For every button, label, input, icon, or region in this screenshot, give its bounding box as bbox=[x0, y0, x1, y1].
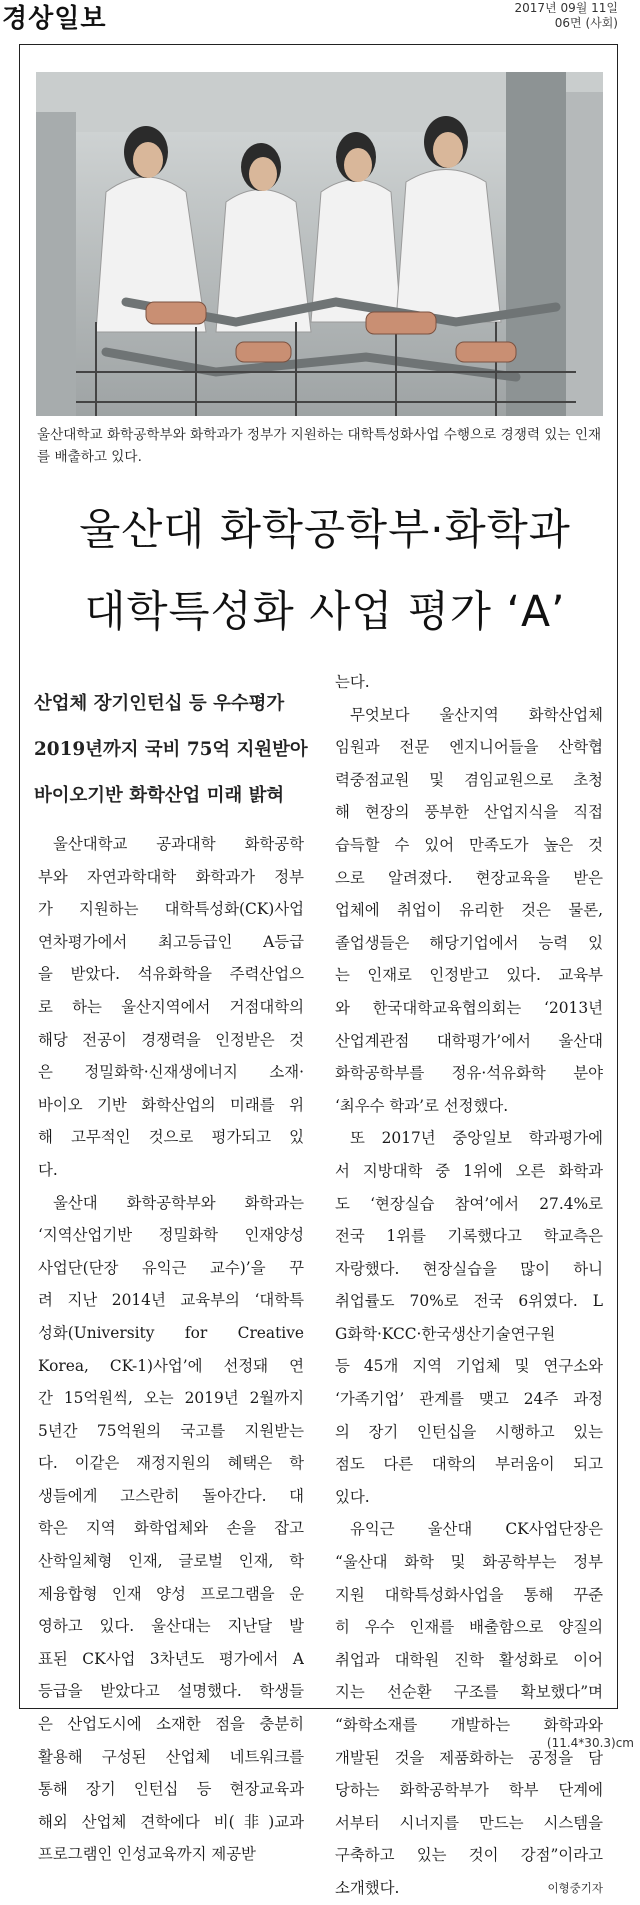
body-line: 부와 자연과학대학 화학과가 정부 bbox=[38, 867, 304, 886]
body-line: 와 한국대학교육협의회는 ‘2013년 bbox=[335, 998, 603, 1017]
article-size-note: (11.4*30.3)cm bbox=[546, 1736, 634, 1750]
reporter-byline: 이형중기자 bbox=[547, 1880, 603, 1895]
body-line: 바이오 기반 화학산업의 미래를 위 bbox=[38, 1095, 304, 1114]
body-line: 는다. bbox=[335, 673, 370, 691]
body-line: 유익근 울산대 CK사업단장은 bbox=[350, 1520, 603, 1539]
subhead-2: 2019년까지 국비 75억 지원받아 bbox=[34, 739, 308, 760]
body-line: ‘최우수 학과’로 선정했다. bbox=[335, 1096, 509, 1115]
page-section: 06면 (사회) bbox=[554, 16, 618, 30]
article-photo bbox=[36, 72, 603, 416]
body-line: 학은 지역 화학업체와 손을 잡고 bbox=[38, 1519, 304, 1538]
body-line: ‘가족기업’ 관계를 맺고 24주 과정 bbox=[335, 1390, 603, 1409]
body-line: 등급을 받았다고 설명했다. 학생들 bbox=[38, 1682, 304, 1701]
body-line: 영하고 있다. 울산대는 지난달 발 bbox=[38, 1617, 304, 1636]
body-line: 로 하는 울산지역에서 거점대학의 bbox=[38, 997, 304, 1016]
body-line: 습득할 수 있어 만족도가 높은 것 bbox=[335, 835, 603, 854]
body-line: 업체에 취업이 유리한 것은 물론, bbox=[335, 901, 603, 920]
body-line: 려 지난 2014년 교육부의 ‘대학특 bbox=[38, 1291, 304, 1310]
body-line: 통해 장기 인턴십 등 현장교육과 bbox=[38, 1780, 304, 1799]
body-line: 의 장기 인턴십을 시행하고 있는 bbox=[335, 1422, 603, 1441]
body-line: 을 받았다. 석유화학을 주력산업으 bbox=[38, 965, 304, 984]
body-column-right bbox=[335, 666, 603, 1905]
body-line: 해 현장의 풍부한 산업지식을 직접 bbox=[335, 803, 603, 822]
body-line: 는 인재로 인정받고 있다. 교육부 bbox=[335, 966, 603, 985]
dateline bbox=[515, 1, 618, 31]
body-line: Korea, CK-1)사업’에 선정돼 연 bbox=[38, 1356, 304, 1375]
body-line: 가 지원하는 대학특성화(CK)사업 bbox=[38, 900, 304, 919]
subhead-1: 산업체 장기인턴십 등 우수평가 bbox=[34, 693, 285, 714]
body-line: 은 산업도시에 소재한 점을 충분히 bbox=[38, 1715, 304, 1734]
body-line: 지는 선순환 구조를 확보했다”며 bbox=[335, 1683, 603, 1702]
issue-date: 2017년 09월 11일 bbox=[514, 1, 618, 15]
masthead: 경상일보 bbox=[2, 4, 107, 34]
body-line: 등 45개 지역 기업체 및 연구소와 bbox=[335, 1357, 603, 1376]
body-line: 울산대 화학공학부와 화학과는 bbox=[53, 1193, 304, 1212]
body-line: 다. 이같은 재정지원의 혜택은 학 bbox=[38, 1454, 304, 1473]
body-line: 제융합형 인재 양성 프로그램을 운 bbox=[38, 1584, 304, 1603]
body-line: 무엇보다 울산지역 화학산업체 bbox=[350, 705, 603, 724]
photo-caption: 울산대학교 화학공학부와 화학과가 정부가 지원하는 대학특성화사업 수행으로 경쟁력 있는 인재를 배출하고 있다. bbox=[37, 427, 602, 465]
body-line: 취업률도 70%로 전국 6위였다. L bbox=[335, 1292, 603, 1311]
body-line: 자랑했다. 현장실습을 많이 하니 bbox=[335, 1259, 603, 1278]
body-line: 해외 산업체 견학에다 비(非)교과 bbox=[38, 1812, 304, 1831]
subhead-3: 바이오기반 화학산업 미래 밝혀 bbox=[34, 785, 285, 806]
body-line: 임원과 전문 엔지니어들을 산학협 bbox=[335, 738, 603, 757]
body-line: 5년간 75억원의 국고를 지원받는 bbox=[38, 1421, 304, 1440]
body-line: 취업과 대학원 진학 활성화로 이어 bbox=[335, 1650, 603, 1669]
body-line: 점도 다른 대학의 부러움이 되고 bbox=[335, 1455, 603, 1474]
body-line: 연차평가에서 최고등급인 A등급 bbox=[38, 932, 304, 951]
body-line: 은 정밀화학·신재생에너지 소재· bbox=[38, 1063, 304, 1082]
body-column-left bbox=[38, 828, 304, 1871]
body-line: 성화(University for Creative bbox=[38, 1323, 304, 1342]
body-line: 지원 대학특성화사업을 통해 꾸준 bbox=[335, 1585, 603, 1604]
body-line: 전국 1위를 기록했다고 학교측은 bbox=[335, 1227, 603, 1246]
body-line: 활용해 구성된 산업체 네트워크를 bbox=[38, 1747, 304, 1766]
body-line: 다. bbox=[38, 1160, 58, 1179]
headline-line-1: 울산대 화학공학부·화학과 bbox=[79, 506, 571, 555]
body-line: 히 우수 인재를 배출함으로 양질의 bbox=[335, 1618, 603, 1637]
body-line: 또 2017년 중앙일보 학과평가에 bbox=[350, 1129, 603, 1148]
body-line: “화학소재를 개발하는 화학과와 bbox=[335, 1716, 603, 1734]
body-line: 프로그램인 인성교육까지 제공받 bbox=[38, 1845, 256, 1864]
body-line: 해 고무적인 것으로 평가되고 있 bbox=[38, 1128, 304, 1147]
body-line: 화학공학부를 정유·석유화학 분야 bbox=[335, 1064, 603, 1083]
body-line: 울산대학교 공과대학 화학공학 bbox=[53, 835, 304, 853]
body-line: 소개했다. 이형중기자 bbox=[335, 1872, 603, 1905]
body-line: 서부터 시너지를 만드는 시스템을 bbox=[335, 1813, 603, 1832]
body-line: 생들에게 고스란히 돌아간다. 대 bbox=[38, 1486, 304, 1505]
body-line: 표된 CK사업 3차년도 평가에서 A bbox=[38, 1649, 304, 1668]
body-line: G화학·KCC·한국생산기술연구원 bbox=[335, 1324, 556, 1343]
body-line: 개발된 것을 제품화하는 공정을 담 bbox=[335, 1748, 603, 1767]
body-line: 도 ‘현장실습 참여’에서 27.4%로 bbox=[335, 1194, 603, 1213]
body-line: 있다. bbox=[335, 1487, 370, 1506]
body-line: 해당 전공이 경쟁력을 인정받은 것 bbox=[38, 1030, 304, 1049]
headline-line-2: 대학특성화 사업 평가 ‘A’ bbox=[84, 588, 566, 637]
body-line: 산업계관점 대학평가’에서 울산대 bbox=[335, 1031, 603, 1050]
body-line: 간 15억원씩, 오는 2019년 2월까지 bbox=[38, 1389, 304, 1408]
body-line: “울산대 화학 및 화공학부는 정부 bbox=[335, 1553, 603, 1572]
body-line: 산학일체형 인재, 글로벌 인재, 학 bbox=[38, 1552, 304, 1571]
body-line: 으로 알려졌다. 현장교육을 받은 bbox=[335, 868, 603, 887]
body-line: 사업단(단장 유익근 교수)’을 꾸 bbox=[38, 1258, 304, 1277]
body-line: 당하는 화학공학부가 학부 단계에 bbox=[335, 1781, 603, 1800]
body-line: ‘지역산업기반 정밀화학 인재양성 bbox=[38, 1226, 304, 1245]
body-line: 구축하고 있는 것이 강점”이라고 bbox=[335, 1846, 603, 1865]
body-line: 서 지방대학 중 1위에 오른 화학과 bbox=[335, 1161, 603, 1180]
body-line: 졸업생들은 해당기업에서 능력 있 bbox=[335, 933, 603, 952]
body-line: 력중점교원 및 겸임교원으로 초청 bbox=[335, 770, 603, 789]
